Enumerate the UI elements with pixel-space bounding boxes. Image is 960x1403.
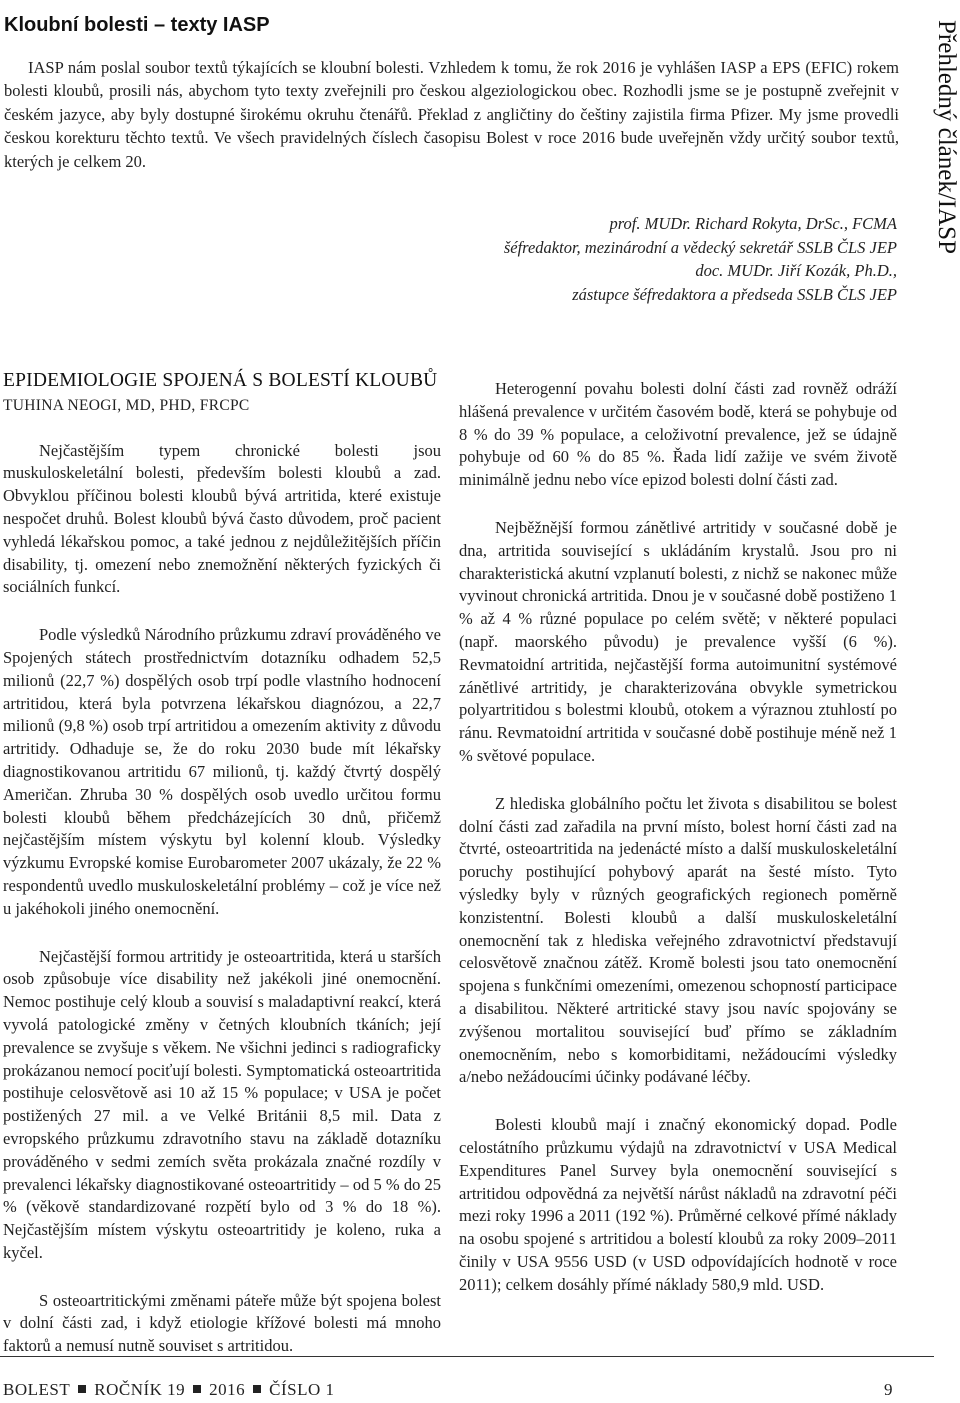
- body-paragraph: Nejčastějším typem chronické bolesti jsou muskuloskeletální bolesti, především bolesti kloubů a zad. Obvyklou příčinou bolesti kloubů bývá artritida, které existuje nespočet druhů. Bolest kloubů bývá často důvodem, proč pacient vyhledá lékařskou pomoc, a také jednou z nejdůležitějších příčin disability, tj. omezení nebo znemožnění některých fyzických či sociálních funkcí.: [3, 440, 441, 597]
- signature-line: doc. MUDr. Jiří Kozák, Ph.D.,: [695, 261, 897, 280]
- signature-line: prof. MUDr. Richard Rokyta, DrSc., FCMA: [609, 214, 897, 233]
- footer-year: 2016: [209, 1380, 246, 1399]
- square-bullet-icon: [253, 1385, 261, 1393]
- footer-divider: [0, 1356, 934, 1357]
- signature-line: šéfredaktor, mezinárodní a vědecký sekretář SSLB ČLS JEP: [503, 237, 897, 257]
- body-paragraph: Z hlediska globálního počtu let života s disabilitou se bolest dolní části zad zařadila na první místo, bolest horní části zad na čtvrté, osteoartritida na jedenácté místo a další muskuloskeletální poruchy postihující pohybový aparát na šesté místo. Tyto výsledky byly v různých geografických regionech poměrně konzistentní. Bolesti kloubů a další muskuloskeletální onemocnění tak z hlediska veřejného zdravotnictví představují celosvětově značnou zátěž. Kromě bolesti jsou tato onemocnění spojena s funkčními omezeními, omezenou schopností participace a disabilitou. Některé artritické stavy jsou navíc spojovány se zvýšenou mortalitou související buď přímo se základním onemocněním, nebo s komorbiditami, nežádoucími výsledky a/nebo nežádoucími účinky podávané léčby.: [459, 793, 897, 1087]
- article-author: TUHINA NEOGI, MD, PHD, FRCPC: [3, 396, 250, 414]
- editor-signature: [337, 212, 897, 306]
- body-paragraph: Bolesti kloubů mají i značný ekonomický dopad. Podle celostátního průzkumu výdajů na zdravotnictví v USA Medical Expenditures Panel Survey byla onemocnění související s artritidou odpovědná za největší nárůst nákladů na zdravotní péči mezi roky 1996 a 2011 (192 %). Průměrné celkové přímé náklady na osobu spojené s artritidou a bolestí kloubů za roky 2009–2011 činily v USA 9556 USD (v USD odpovídajících hodnotě v roce 2011); celkem dosáhly přímé náklady 580,9 mld. USD.: [459, 1115, 897, 1294]
- body-paragraph: Nejčastější formou artritidy je osteoartritida, která u starších osob způsobuje více disability než jakékoli jiné onemocnění. Nemoc postihuje celý kloub a souvisí s maladaptivní reakcí, která vyvolá patologické změny v četných kloubních tkáních; její prevalence se zvyšuje s věkem. Ne všichni jedinci s radiograficky prokázanou nemocí pociťují bolesti. Symptomatická osteoartritida postihuje celosvětově asi 10 až 15 % populace; v USA je počet postižených 27 mil. a ve Velké Británii 8,5 mil. Data z evropského průzkumu zdravotního stavu na základě dotazníku prováděného v sedmi zemích světa prokázala značné rozdíly v prevalenci lékařsky diagnostikované osteoartritidy – od 5 % do 25 % (věkově standardizované rozpětí bylo od 3 % do 18 %). Nejčastějším místem výskytu osteoartritidy je koleno, ruka a kyčel.: [3, 946, 441, 1262]
- footer-journal: BOLEST: [3, 1380, 71, 1399]
- article-right-column: [459, 378, 897, 1321]
- page-number: 9: [884, 1380, 893, 1399]
- body-paragraph: Podle výsledků Národního průzkumu zdraví prováděného ve Spojených státech prostřednictvím dotazníku odhadem 52,5 milionů (22,7 %) dospělých osob trpí podle vlastního hodnocení artritidou, která byla potvrzena lékařskou diagnózou, a 22,7 milionů (9,8 %) osob trpí artritidou a omezením aktivity z důvodu artritidy. Odhaduje se, že do roku 2030 bude mít lékařsky diagnostikovanou artritidu 67 milionů, tj. každý čtvrtý dospělý Američan. Zhruba 30 % dospělých osob uvedlo určitou formu bolesti kloubů během předcházejících 30 dnů, přičemž nejčastějším místem výskytu byl kolenní kloub. Výsledky výzkumu Evropské komise Eurobarometer 2007 ukázaly, že 22 % respondentů uvedlo muskuloskeletální problémy – což je více než u jakéhokoli jiného onemocnění.: [3, 625, 441, 918]
- footer-volume: ROČNÍK 19: [94, 1380, 186, 1399]
- article-left-column: [3, 370, 441, 1383]
- body-paragraph: Nejběžnější formou zánětlivé artritidy v současné době je dna, artritida související s ukládáním krystalů. Jsou pro ni charakteristická akutní vzplanutí bolesti, z nichž se nakonec může vyvinout chronická artritida. Dnou je v současné době postiženo 1 % až 4 % různé populace po celém světě; v některé populaci (např. maorského původu) je prevalence vyšší (6 %). Revmatoidní artritida, nejčastější forma autoimunitní systémové zánětlivé artritidy, je charakterizována obvykle symetrickou polyartritidou s bolestmi kloubů, otokem a výraznou ztuhlostí po ránu. Revmatoidní artritida v současné době postihuje méně než 1 % světové populace.: [459, 517, 897, 765]
- section-label: Přehledný článek/IASP: [933, 20, 960, 254]
- footer-issue: ČÍSLO 1: [269, 1380, 335, 1399]
- footer-journal-info: [3, 1380, 335, 1400]
- intro-block: [4, 56, 899, 173]
- body-paragraph: Heterogenní povahu bolesti dolní části zad rovněž odráží hlášená prevalence v určitém časovém bodě, která se pohybuje od 8 % do 39 % populace, a celoživotní prevalence, jež se údajně pohybuje od 60 % do 85 %. Řada lidí zažije ve svém životě minimálně jednu nebo více epizod bolesti dolní části zad.: [459, 379, 897, 490]
- intro-paragraph: IASP nám poslal soubor textů týkajících se kloubní bolesti. Vzhledem k tomu, že rok 2016 je vyhlášen IASP a EPS (EFIC) rokem bolesti kloubů, prosili nás, abychom tyto texty zveřejnili pro českou algeziologickou obec. Rozhodli jsme se je postupně zveřejnit v českém jazyce, aby byly dostupné širokému okruhu čtenářů. Překlad z angličtiny do češtiny zajistila firma Pfizer. My jsme provedli českou korekturu těchto textů. Ve všech pravidelných číslech časopisu Bolest v roce 2016 bude uveřejněn vždy určitý soubor textů, kterých je celkem 20.: [4, 58, 899, 171]
- page-title: Kloubní bolesti – texty IASP: [4, 14, 270, 36]
- square-bullet-icon: [78, 1385, 86, 1393]
- article-title: EPIDEMIOLOGIE SPOJENÁ S BOLESTÍ KLOUBŮ: [3, 370, 438, 391]
- body-paragraph: S osteoartritickými změnami páteře může být spojena bolest v dolní části zad, i když etiologie křížové bolesti má mnoho faktorů a nemusí nutně souviset s artritidou.: [3, 1290, 441, 1356]
- signature-line: zástupce šéfredaktora a předseda SSLB ČLS JEP: [572, 284, 897, 304]
- square-bullet-icon: [193, 1385, 201, 1393]
